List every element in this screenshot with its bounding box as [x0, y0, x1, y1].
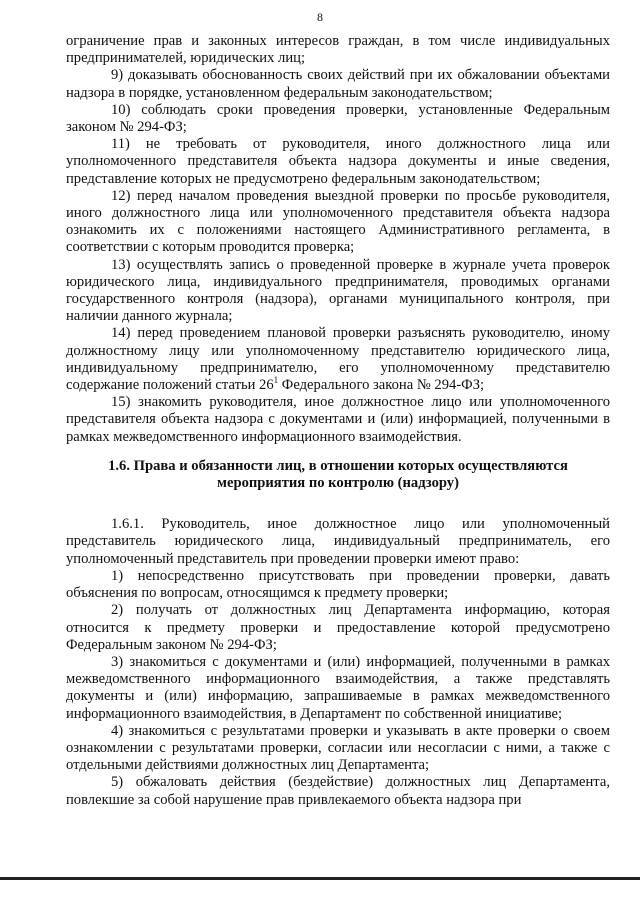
- section-heading: 1.6. Права и обязанности лиц, в отношении которых осуществляются мероприятия по контролю (надзору): [108, 457, 568, 492]
- paragraph-right-4: 4) знакомиться с результатами проверки и указывать в акте проверки о своем ознакомлении с результатами проверки, согласии или несогласии с ними, а также с отдельными действиями должностных лиц Департамента;: [66, 722, 610, 774]
- paragraph-right-3: 3) знакомиться с документами и (или) информацией, полученными в рамках межведомственного информационного взаимодействия, а также представлять документы и (или) информацию, запрашиваемые в рамках межведомственного информационного взаимодействия, в Департамент по собственной инициативе;: [66, 653, 610, 722]
- paragraph-right-2: 2) получать от должностных лиц Департамента информацию, которая относится к предмету проверки и предоставление которой предусмотрено Федеральным законом № 294-ФЗ;: [66, 602, 610, 653]
- paragraph-item-15: 15) знакомить руководителя, иное должностное лицо или уполномоченного представителя объекта надзора с документами и (или) информацией, полученными в рамках межведомственного информационного взаимодействия.: [66, 394, 610, 445]
- paragraph-item-13: 13) осуществлять запись о проведенной проверке в журнале учета проверок юридического лица, индивидуального предпринимателя, проводимых органами государственного контроля (надзора), органами муниципального контроля, при наличии данного журнала;: [66, 256, 610, 325]
- article-superscript: 1: [273, 375, 279, 386]
- paragraph-item-9: 9) доказывать обоснованность своих действий при их обжаловании объектами надзора в порядке, установленном федеральным законодательством;: [66, 67, 610, 101]
- paragraph-item-14-text: 14) перед проведением плановой проверки разъяснять руководителю, иному должностному лицу или уполномоченному представителю юридического лица, индивидуальному предпринимателю, его уполномоченному представителю содержание положений статьи 26: [66, 325, 610, 394]
- page-number: 8: [317, 10, 323, 24]
- paragraph-item-10: 10) соблюдать сроки проведения проверки, установленные Федеральным законом № 294-ФЗ;: [66, 101, 610, 136]
- paragraph-right-1: 1) непосредственно присутствовать при проведении проверки, давать объяснения по вопросам, относящимся к предмету проверки;: [66, 567, 610, 602]
- paragraph-1-6-1: 1.6.1. Руководитель, иное должностное лицо или уполномоченный представитель юридического лица, индивидуальный предприниматель, его уполномоченный представитель при проведении проверки имеют право:: [66, 516, 610, 567]
- paragraph-item-8-continuation: ограничение прав и законных интересов граждан, в том числе индивидуальных предпринимателей, юридических лиц;: [66, 33, 610, 67]
- document-body: [66, 33, 610, 809]
- paragraph-item-12: 12) перед началом проведения выездной проверки по просьбе руководителя, иного должностного лица или уполномоченного представителя объекта надзора ознакомить их с положениями настоящего Административного регламента, в соответствии с которым проводится проверка;: [66, 187, 610, 256]
- paragraph-item-11: 11) не требовать от руководителя, иного должностного лица или уполномоченного представителя объекта надзора документы и иные сведения, представление которых не предусмотрено федеральным законодательством;: [66, 136, 610, 187]
- bottom-scan-border: [0, 877, 640, 880]
- paragraph-item-14: [66, 325, 610, 394]
- paragraph-right-5: 5) обжаловать действия (бездействие) должностных лиц Департамента, повлекшие за собой нарушение прав привлекаемого объекта надзора при: [66, 774, 610, 808]
- paragraph-item-14-tail: Федерального закона № 294-ФЗ;: [278, 377, 485, 394]
